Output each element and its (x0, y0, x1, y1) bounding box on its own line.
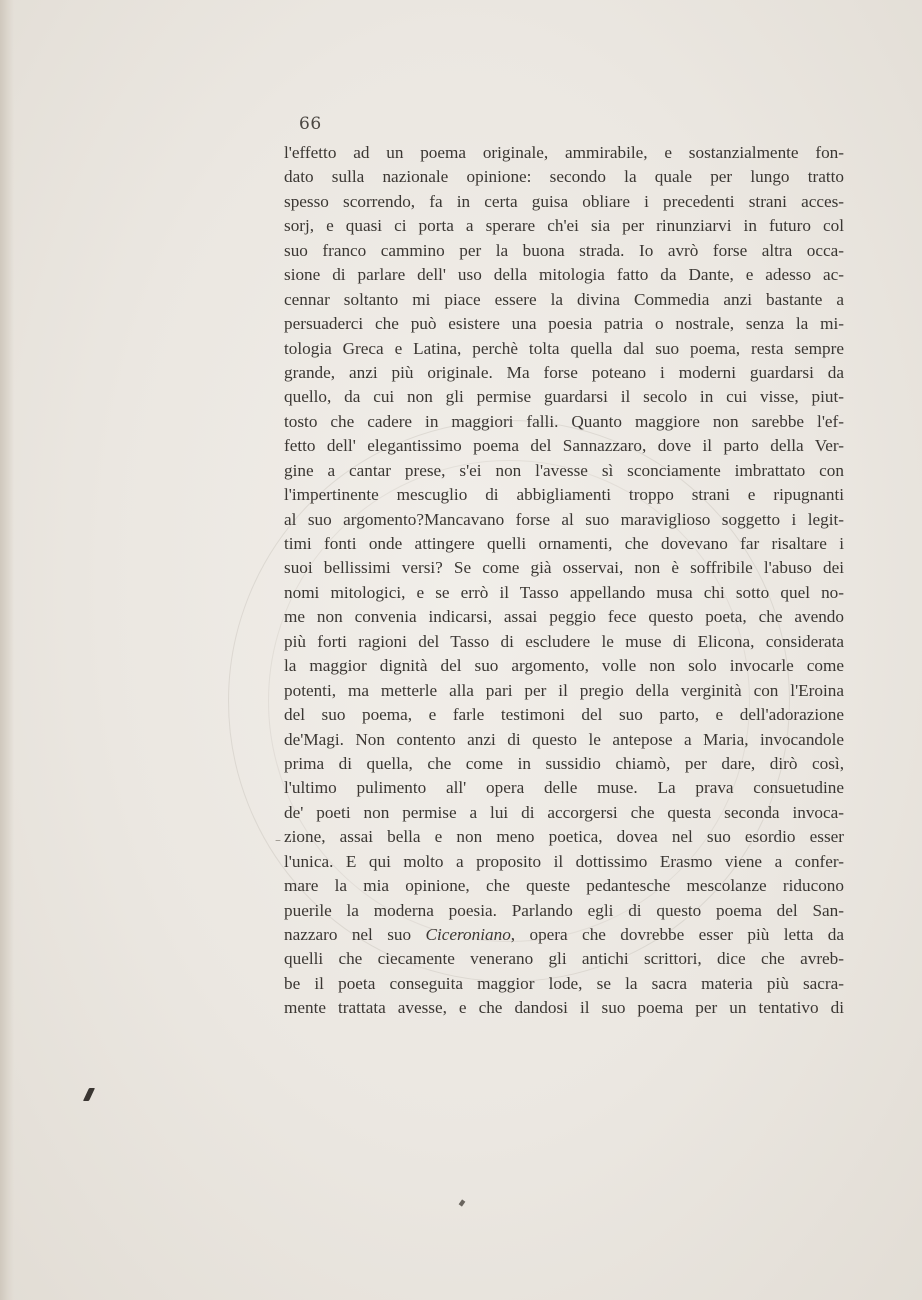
text-line: sorj, e quasi ci porta a sperare ch'ei sia per rinunziarvi in futuro col (284, 216, 844, 236)
ink-blot (83, 1088, 95, 1101)
text-line: la maggior dignità del suo argomento, volle non solo invocarle come (284, 656, 844, 676)
text-line: l'impertinente mescuglio di abbigliamenti troppo strani e ripugnanti (284, 485, 844, 505)
page-edge-shadow (0, 0, 14, 1300)
text-line: dato sulla nazionale opinione: secondo la quale per lungo tratto (284, 167, 844, 187)
text-line: puerile la moderna poesia. Parlando egli di questo poema del San- (284, 900, 844, 920)
margin-dash: – (275, 833, 281, 847)
text-line: suo franco cammino per la buona strada. Io avrò forse altra occa- (284, 240, 844, 260)
text-line: tosto che cadere in maggiori falli. Quanto maggiore non sarebbe l'ef- (284, 411, 844, 431)
text-line-with-italic (284, 923, 844, 947)
ink-speck (459, 1199, 466, 1206)
text-line: del suo poema, e farle testimoni del suo parto, e dell'adorazione (284, 705, 844, 725)
text-line: sione di parlare dell' uso della mitologia fatto da Dante, e adesso ac- (284, 265, 844, 285)
text-line: mare la mia opinione, che queste pedantesche mescolanze riducono (284, 876, 844, 896)
text-line: me non convenia indicarsi, assai peggio fece questo poeta, che avendo (284, 607, 844, 627)
text-line: l'unica. E qui molto a proposito il dottissimo Erasmo viene a confer- (284, 851, 844, 871)
text-fragment: , opera che dovrebbe esser più letta da (510, 925, 844, 944)
text-line: gine a cantar prese, s'ei non l'avesse sì sconciamente imbrattato con (284, 460, 844, 480)
text-line: timi fonti onde attingere quelli ornamenti, che dovevano far risaltare i (284, 534, 844, 553)
text-line: de' poeti non permise a lui di accorgersi che questa seconda invoca- (284, 802, 844, 822)
text-line: spesso scorrendo, fa in certa guisa obliare i precedenti strani acces- (284, 191, 844, 211)
book-title-italic: Ciceroniano (425, 925, 511, 944)
text-line: cennar soltanto mi piace essere la divina Commedia anzi bastante a (284, 289, 844, 309)
text-line: quello, da cui non gli permise guardarsi il secolo in cui visse, piut- (284, 387, 844, 407)
text-line: più forti ragioni del Tasso di escludere le muse di Elicona, considerata (284, 631, 844, 651)
text-line: tologia Greca e Latina, perchè tolta quella dal suo poema, resta sempre (284, 338, 844, 358)
text-line: quelli che ciecamente venerano gli antichi scrittori, dice che avreb- (284, 949, 844, 969)
text-line: l'ultimo pulimento all' opera delle muse. La prava consuetudine (284, 778, 844, 798)
text-line: al suo argomento?Mancavano forse al suo maraviglioso soggetto i legit- (284, 509, 844, 529)
text-line: zione, assai bella e non meno poetica, dovea nel suo esordio esser (284, 827, 844, 847)
text-line: mente trattata avesse, e che dandosi il suo poema per un tentativo di (284, 998, 844, 1018)
body-text (284, 141, 844, 1021)
text-line: potenti, ma metterle alla pari per il pregio della verginità con l'Eroina (284, 680, 844, 700)
text-line: fetto dell' elegantissimo poema del Sannazzaro, dove il parto della Ver- (284, 436, 844, 456)
text-line: suoi bellissimi versi? Se come già osservai, non è soffribile l'abuso dei (284, 558, 844, 578)
page-number: 66 (299, 114, 322, 134)
text-line: l'effetto ad un poema originale, ammirabile, e sostanzialmente fon- (284, 143, 844, 162)
text-line: grande, anzi più originale. Ma forse poteano i moderni guardarsi da (284, 362, 844, 382)
text-line: de'Magi. Non contento anzi di questo le antepose a Maria, invocandole (284, 729, 844, 749)
text-line: nomi mitologici, e se errò il Tasso appellando musa chi sotto quel no- (284, 582, 844, 602)
text-line: persuaderci che può esistere una poesia patria o nostrale, senza la mi- (284, 314, 844, 334)
text-fragment: nazzaro nel suo (284, 925, 426, 944)
text-line: be il poeta conseguita maggior lode, se la sacra materia più sacra- (284, 973, 844, 993)
text-line: prima di quella, che come in sussidio chiamò, per dare, dirò così, (284, 753, 844, 773)
